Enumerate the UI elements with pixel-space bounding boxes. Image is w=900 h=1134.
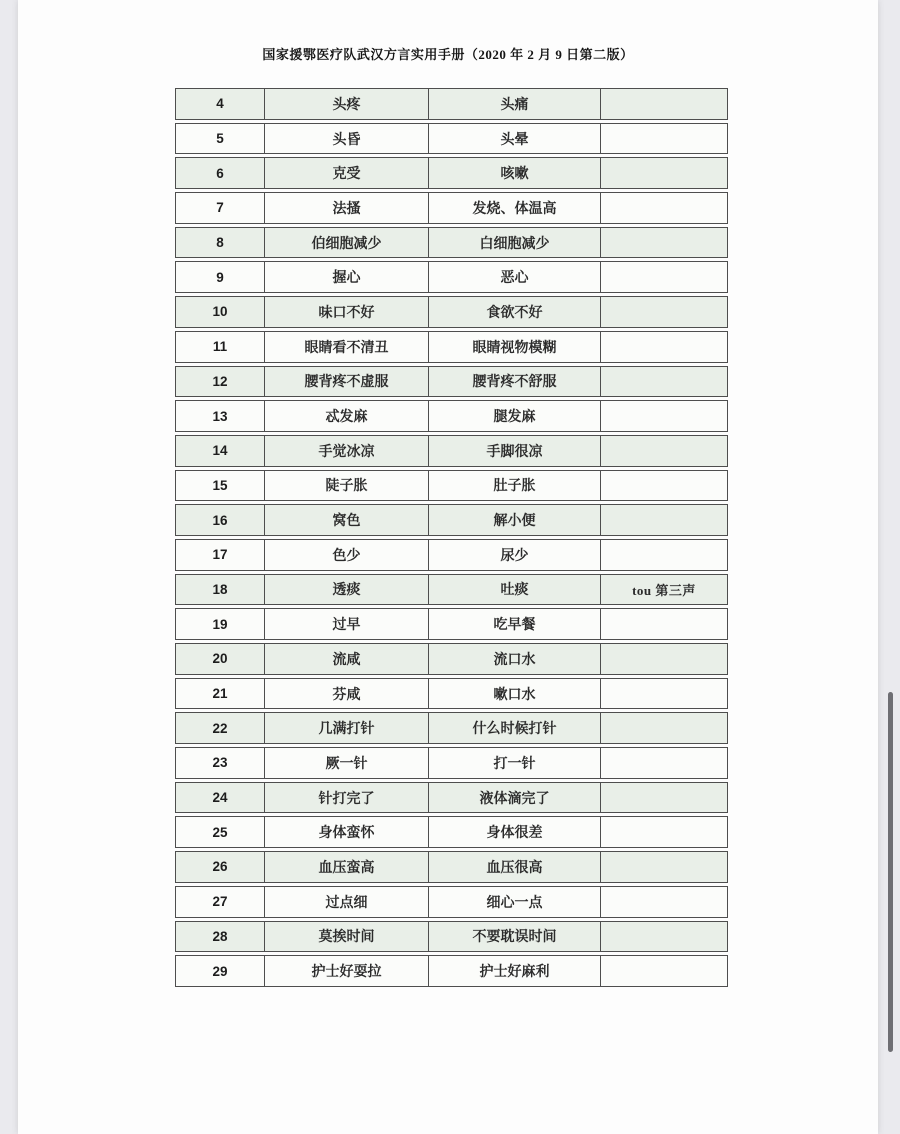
dialect-cell: 眼睛看不清丑: [265, 332, 429, 362]
mandarin-cell: 血压很高: [429, 852, 601, 882]
row-number: 22: [176, 713, 265, 743]
table-row: [175, 470, 728, 502]
note-cell: [601, 887, 727, 917]
dialect-cell: 血压蛮高: [265, 852, 429, 882]
table-row: [175, 712, 728, 744]
table-row: [175, 227, 728, 259]
dialect-cell: 手觉冰凉: [265, 436, 429, 466]
table-row: [175, 816, 728, 848]
mandarin-cell: 吐痰: [429, 575, 601, 605]
table-row: [175, 608, 728, 640]
dialect-cell: 芬咸: [265, 679, 429, 709]
row-number: 24: [176, 783, 265, 813]
note-cell: [601, 748, 727, 778]
note-cell: [601, 124, 727, 154]
note-cell: tou 第三声: [632, 582, 696, 598]
note-cell: [601, 783, 727, 813]
dialect-cell: 针打完了: [265, 783, 429, 813]
table-row: [175, 400, 728, 432]
row-number: 21: [176, 679, 265, 709]
table-row: [175, 955, 728, 987]
row-number: 17: [176, 540, 265, 570]
mandarin-cell: 腿发麻: [429, 401, 601, 431]
table-row: [175, 435, 728, 467]
row-number: 15: [176, 471, 265, 501]
row-number: 26: [176, 852, 265, 882]
note-cell: [601, 713, 727, 743]
mandarin-cell: 头痛: [429, 89, 601, 119]
mandarin-cell: 液体滴完了: [429, 783, 601, 813]
mandarin-cell: 解小便: [429, 505, 601, 535]
table-row: [175, 539, 728, 571]
dialect-cell: 法搔: [265, 193, 429, 223]
mandarin-cell: 什么时候打针: [429, 713, 601, 743]
table-row: [175, 574, 728, 606]
dialect-cell: 陡子胀: [265, 471, 429, 501]
note-cell: [601, 297, 727, 327]
dialect-cell: 伯细胞减少: [265, 228, 429, 258]
note-cell: [601, 471, 727, 501]
note-cell: [601, 193, 727, 223]
table-row: [175, 331, 728, 363]
dialect-cell: 厥一针: [265, 748, 429, 778]
document-title: 国家援鄂医疗队武汉方言实用手册（2020 年 2 月 9 日第二版）: [262, 47, 634, 62]
mandarin-cell: 不要耽误时间: [429, 922, 601, 952]
note-cell: [601, 262, 727, 292]
dialect-cell: 护士好耍拉: [265, 956, 429, 986]
mandarin-cell: 打一针: [429, 748, 601, 778]
vertical-scrollbar-thumb[interactable]: [888, 692, 893, 1052]
row-number: 11: [176, 332, 265, 362]
table-row: [175, 678, 728, 710]
dialect-cell: 过早: [265, 609, 429, 639]
row-number: 12: [176, 367, 265, 397]
note-cell: [601, 817, 727, 847]
mandarin-cell: 肚子胀: [429, 471, 601, 501]
row-number: 27: [176, 887, 265, 917]
mandarin-cell: 身体很差: [429, 817, 601, 847]
mandarin-cell: 手脚很凉: [429, 436, 601, 466]
note-cell: [601, 679, 727, 709]
dialect-cell: 握心: [265, 262, 429, 292]
row-number: 5: [176, 124, 265, 154]
note-cell: [601, 852, 727, 882]
row-number: 29: [176, 956, 265, 986]
dialect-cell: 过点细: [265, 887, 429, 917]
table-row: [175, 157, 728, 189]
dialect-cell: 透痰: [265, 575, 429, 605]
dialect-cell: 几满打针: [265, 713, 429, 743]
note-cell: [601, 401, 727, 431]
document-page: [18, 0, 878, 1134]
mandarin-cell: 头晕: [429, 124, 601, 154]
note-cell: [601, 367, 727, 397]
row-number: 10: [176, 297, 265, 327]
note-cell: [601, 89, 727, 119]
row-number: 28: [176, 922, 265, 952]
row-number: 16: [176, 505, 265, 535]
row-number: 13: [176, 401, 265, 431]
table-row: [175, 123, 728, 155]
mandarin-cell: 细心一点: [429, 887, 601, 917]
row-number: 4: [176, 89, 265, 119]
note-cell: [601, 540, 727, 570]
mandarin-cell: 咳嗽: [429, 158, 601, 188]
table-row: [175, 192, 728, 224]
row-number: 7: [176, 193, 265, 223]
dialect-cell: 头昏: [265, 124, 429, 154]
mandarin-cell: 眼睛视物模糊: [429, 332, 601, 362]
table-row: [175, 886, 728, 918]
note-cell: [601, 436, 727, 466]
mandarin-cell: 发烧、体温高: [429, 193, 601, 223]
note-cell: [601, 158, 727, 188]
note-cell: [601, 956, 727, 986]
table-row: [175, 88, 728, 120]
dialect-cell: 流咸: [265, 644, 429, 674]
dialect-cell: 莫挨时间: [265, 922, 429, 952]
note-cell: [601, 609, 727, 639]
table-row: [175, 747, 728, 779]
dialect-cell: 味口不好: [265, 297, 429, 327]
row-number: 6: [176, 158, 265, 188]
row-number: 9: [176, 262, 265, 292]
row-number: 20: [176, 644, 265, 674]
note-cell: [601, 922, 727, 952]
row-number: 19: [176, 609, 265, 639]
table-row: [175, 261, 728, 293]
dialect-cell: 窝色: [265, 505, 429, 535]
table-row: [175, 921, 728, 953]
table-row: [175, 504, 728, 536]
dialect-cell: 头疼: [265, 89, 429, 119]
dialect-cell: 克受: [265, 158, 429, 188]
dialect-cell: 腰背疼不虚服: [265, 367, 429, 397]
row-number: 14: [176, 436, 265, 466]
table-row: [175, 366, 728, 398]
mandarin-cell: 吃早餐: [429, 609, 601, 639]
dialect-cell: 忒发麻: [265, 401, 429, 431]
table-row: [175, 782, 728, 814]
row-number: 18: [176, 575, 265, 605]
dialect-table: [175, 88, 728, 990]
mandarin-cell: 尿少: [429, 540, 601, 570]
row-number: 23: [176, 748, 265, 778]
mandarin-cell: 白细胞减少: [429, 228, 601, 258]
note-cell: [601, 332, 727, 362]
mandarin-cell: 食欲不好: [429, 297, 601, 327]
dialect-cell: 色少: [265, 540, 429, 570]
row-number: 25: [176, 817, 265, 847]
dialect-cell: 身体蛮怀: [265, 817, 429, 847]
note-cell: [601, 644, 727, 674]
table-row: [175, 643, 728, 675]
table-row: [175, 296, 728, 328]
mandarin-cell: 护士好麻利: [429, 956, 601, 986]
mandarin-cell: 恶心: [429, 262, 601, 292]
row-number: 8: [176, 228, 265, 258]
mandarin-cell: 腰背疼不舒服: [429, 367, 601, 397]
mandarin-cell: 流口水: [429, 644, 601, 674]
mandarin-cell: 嗽口水: [429, 679, 601, 709]
note-cell: [601, 228, 727, 258]
note-cell: [601, 505, 727, 535]
table-row: [175, 851, 728, 883]
